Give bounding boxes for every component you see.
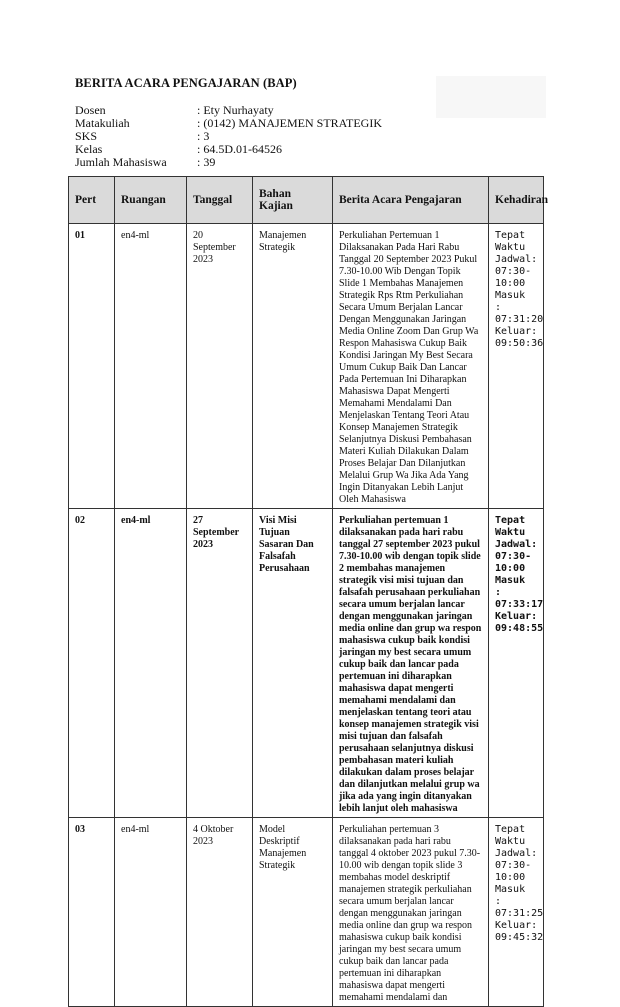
cell-berita-acara: Perkuliahan pertemuan 3 dilaksanakan pada hari rabu tanggal 4 oktober 2023 pukul 7.30-10.00 wib dengan topik slide 3 membahas model deskriptif manajemen strategik perkuliahan secara umum berjalan lancar dengan menggunakan jaringan media online dan grup wa respon mahasiswa cukup baik kondisi jaringan my best secara umum cukup baik dan lancar pada pertemuan ini diharapkan mahasiswa dapat mengerti memahami mendalami dan bbox=[333, 818, 489, 1007]
kehadiran-masuk-label: Masuk : bbox=[495, 884, 526, 907]
header-pert: Pert bbox=[69, 177, 115, 224]
kehadiran-keluar-label: Keluar: bbox=[495, 611, 538, 622]
cell-pert: 03 bbox=[69, 818, 115, 1007]
kehadiran-jadwal-label: Jadwal: bbox=[495, 539, 538, 550]
kehadiran-jadwal: 07:30-10:00 bbox=[495, 266, 532, 289]
cell-kehadiran bbox=[489, 224, 544, 509]
kehadiran-jadwal: 07:30-10:00 bbox=[495, 860, 532, 883]
cell-bahan-kajian: Visi Misi Tujuan Sasaran Dan Falsafah Perusahaan bbox=[253, 509, 333, 818]
header-ruangan: Ruangan bbox=[115, 177, 187, 224]
kehadiran-jadwal: 07:30-10:00 bbox=[495, 551, 532, 574]
kehadiran-masuk: 07:31:20 bbox=[495, 314, 544, 325]
info-value: : 64.5D.01-64526 bbox=[197, 142, 282, 156]
cell-tanggal: 4 Oktober 2023 bbox=[187, 818, 253, 1007]
info-value: : 39 bbox=[197, 155, 216, 169]
kehadiran-status: Tepat Waktu bbox=[495, 230, 526, 253]
info-row-matakuliah bbox=[75, 117, 382, 130]
kehadiran-keluar: 09:48:55 bbox=[495, 623, 544, 634]
bap-table bbox=[68, 176, 549, 1007]
kehadiran-jadwal-label: Jadwal: bbox=[495, 254, 538, 265]
header-logo-area bbox=[436, 76, 546, 118]
kehadiran-status: Tepat Waktu bbox=[495, 515, 526, 538]
cell-tanggal: 27 September 2023 bbox=[187, 509, 253, 818]
info-label: Jumlah Mahasiswa bbox=[75, 155, 167, 169]
table-header-row bbox=[69, 177, 544, 224]
kehadiran-masuk: 07:33:17 bbox=[495, 599, 544, 610]
cell-kehadiran bbox=[489, 818, 544, 1007]
info-label: Kelas bbox=[75, 142, 103, 156]
kehadiran-masuk: 07:31:25 bbox=[495, 908, 544, 919]
kehadiran-keluar: 09:50:36 bbox=[495, 338, 544, 349]
info-label: Matakuliah bbox=[75, 116, 130, 130]
cell-ruangan: en4-ml bbox=[115, 224, 187, 509]
cell-kehadiran bbox=[489, 509, 544, 818]
info-label: SKS bbox=[75, 129, 98, 143]
info-value: : Ety Nurhayaty bbox=[197, 103, 274, 117]
cell-bahan-kajian: Manajemen Strategik bbox=[253, 224, 333, 509]
kehadiran-keluar-label: Keluar: bbox=[495, 920, 538, 931]
table-row bbox=[69, 509, 544, 818]
header-berita-acara: Berita Acara Pengajaran bbox=[333, 177, 489, 224]
header-tanggal: Tanggal bbox=[187, 177, 253, 224]
header-kehadiran: Kehadiran bbox=[489, 177, 544, 224]
document-title: BERITA ACARA PENGAJARAN (BAP) bbox=[75, 76, 297, 90]
kehadiran-status: Tepat Waktu bbox=[495, 824, 526, 847]
table-row bbox=[69, 818, 544, 1007]
info-value: : (0142) MANAJEMEN STRATEGIK bbox=[197, 116, 382, 130]
kehadiran-masuk-label: Masuk : bbox=[495, 290, 526, 313]
cell-berita-acara: Perkuliahan pertemuan 1 dilaksanakan pada hari rabu tanggal 27 september 2023 pukul 7.30-10.00 wib dengan topik slide 2 membahas manajemen strategik visi misi tujuan dan falsafah perusahaan perkuliahan secara umum berjalan lancar dengan menggunakan jaringan media online dan grup wa respon mahasiswa cukup baik kondisi jaringan my best secara umum cukup baik dan lancar pada pertemuan ini diharapkan mahasiswa dapat mengerti memahami mendalami dan menjelaskan tentang teori atau konsep manajemen strategik visi misi tujuan dan falsafah perusahaan selanjutnya diskusi pembahasan materi kuliah dilakukan dalam proses belajar dan dilanjutkan melalui grup wa jika ada yang ingin ditanyakan lebih lanjut oleh mahasiswa bbox=[333, 509, 489, 818]
kehadiran-jadwal-label: Jadwal: bbox=[495, 848, 538, 859]
kehadiran-keluar: 09:45:32 bbox=[495, 932, 544, 943]
kehadiran-keluar-label: Keluar: bbox=[495, 326, 538, 337]
info-label: Dosen bbox=[75, 103, 106, 117]
table-row bbox=[69, 224, 544, 509]
header-bahan-kajian: Bahan Kajian bbox=[253, 177, 333, 224]
cell-ruangan: en4-ml bbox=[115, 818, 187, 1007]
info-value: : 3 bbox=[197, 129, 210, 143]
info-row-jumlah-mahasiswa bbox=[75, 156, 382, 169]
cell-pert: 02 bbox=[69, 509, 115, 818]
cell-pert: 01 bbox=[69, 224, 115, 509]
kehadiran-masuk-label: Masuk : bbox=[495, 575, 526, 598]
course-info bbox=[75, 104, 382, 169]
cell-tanggal: 20 September 2023 bbox=[187, 224, 253, 509]
cell-berita-acara: Perkuliahan Pertemuan 1 Dilaksanakan Pada Hari Rabu Tanggal 20 September 2023 Pukul 7.30-10.00 Wib Dengan Topik Slide 1 Membahas Manajemen Strategik Rps Rtm Perkuliahan Secara Umum Berjalan Lancar Dengan Menggunakan Jaringan Media Online Zoom Dan Grup Wa Respon Mahasiswa Cukup Baik Kondisi Jaringan My Best Secara Umum Cukup Baik Dan Lancar Pada Pertemuan Ini Diharapkan Mahasiswa Dapat Mengerti Memahami Mendalami Dan Menjelaskan Tentang Teori Atau Konsep Manajemen Strategik Selanjutnya Diskusi Pembahasan Materi Kuliah Dilakukan Dalam Proses Belajar Dan Dilanjutkan Melalui Grup Wa Jika Ada Yang Ingin Ditanyakan Lebih Lanjut Oleh Mahasiswa bbox=[333, 224, 489, 509]
cell-bahan-kajian: Model Deskriptif Manajemen Strategik bbox=[253, 818, 333, 1007]
cell-ruangan: en4-ml bbox=[115, 509, 187, 818]
